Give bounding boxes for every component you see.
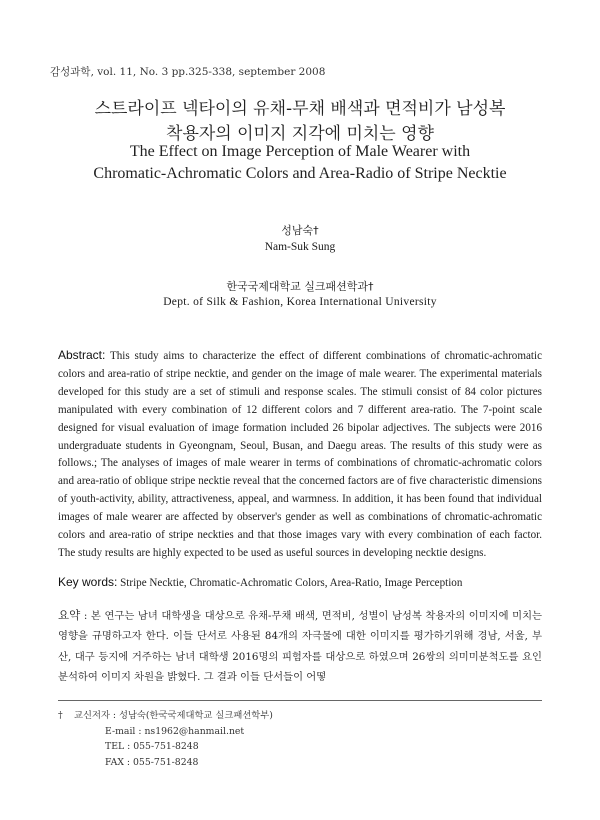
- abstract-label: Abstract:: [58, 348, 106, 362]
- author-korean: 성남숙†: [281, 224, 319, 237]
- title-english-line-1: The Effect on Image Perception of Male Wearer with: [129, 143, 471, 160]
- keywords-text: Stripe Necktie, Chromatic-Achromatic Colors, Area-Ratio, Image Perception: [120, 577, 463, 589]
- keywords: [58, 575, 542, 589]
- journal-citation: 감성과학, vol. 11, No. 3 pp.325-338, september 2008: [50, 66, 326, 78]
- abstract-text: This study aims to characterize the effect of different combinations of chromatic-achromatic colors and area-ratio of stripe necktie, and gender on the image of male wearer. The experimental materials developed for this study are a set of stimuli and response scales. The stimuli consist of 84 color pictures manipulated with every combination of 12 different colors and 7 different area-ratio. The 7-point scale designed for visual evaluation of image formation included 26 bipolar adjectives. The subjects were 2016 undergraduate students in Gyeongnam, Seoul, Busan, and Daegu areas. The results of this study were as follows.; The analyses of images of male wearer in terms of combinations of chromatic-achromatic colors and area-ratio of oblique stripe necktie reveal that the concerned factors are of five characteristic dimensions of youth-activity, ability, attractiveness, appeal, and warmness. In addition, it has been found that individual images of male wearer are affected by observer's gender as well as combinations of chromatic-achromatic colors and area-ratio of stripe neckties and that those images vary with every combination of each factor. The study results are highly expected to be used as useful sources in developing necktie designs.: [58, 350, 542, 559]
- affiliation-english: Dept. of Silk & Fashion, Korea International University: [163, 296, 437, 308]
- footnote-mark: †: [58, 710, 63, 721]
- author-english: Nam-Suk Sung: [264, 241, 336, 253]
- summary-text: : 본 연구는 남녀 대학생을 대상으로 유채-무채 배색, 면적비, 성별이 남성복 착용자의 이미지에 미치는 영향을 규명하고자 한다. 이들 단서로 사용된 84개의 자극물에 대한 이미지를 평가하기위해 경남, 서울, 부산, 대구 등지에 거주하는 남녀 대학생 2016명의 피험자를 대상으로 하였으며 26쌍의 의미미분척도를 요인 분석하여 이미지 차원을 밝혔다. 그 결과 이들 단서들이 어떻: [58, 610, 542, 684]
- title-korean-line-2: 착용자의 이미지 지각에 미치는 영향: [166, 124, 434, 144]
- footnote-fax: FAX : 055-751-8248: [105, 756, 199, 768]
- footnote: [58, 708, 273, 770]
- footnote-author: 교신저자 : 성남숙(한국국제대학교 실크패션학부): [74, 710, 273, 721]
- title-english-line-2: Chromatic-Achromatic Colors and Area-Radio of Stripe Necktie: [93, 165, 507, 182]
- keywords-label: Key words:: [58, 575, 118, 589]
- affiliation-korean: 한국국제대학교 실크패션학과†: [226, 280, 374, 293]
- korean-summary: [58, 605, 542, 688]
- footnote-email: E-mail : ns1962@hanmail.net: [105, 725, 245, 737]
- footnote-tel: TEL : 055-751-8248: [105, 741, 199, 753]
- abstract: [58, 347, 542, 563]
- summary-label: 요약: [58, 608, 81, 622]
- title-korean-line-1: 스트라이프 넥타이의 유채-무채 배색과 면적비가 남성복: [94, 99, 506, 119]
- footnote-divider: [58, 700, 542, 701]
